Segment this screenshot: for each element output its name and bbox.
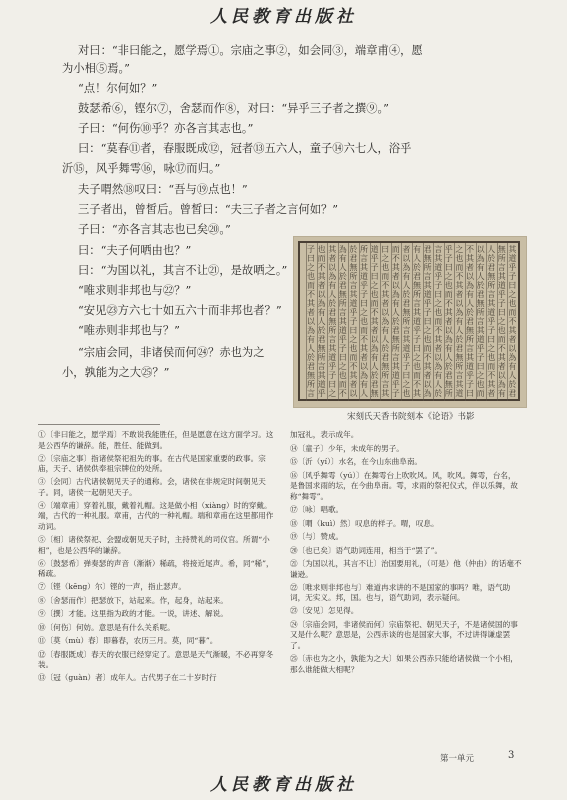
main-text-line: 子曰：“亦各言其志也已矣⑳。” [78,223,231,236]
publisher-logo-top: 人民教育出版社 [210,7,357,27]
footnote: ⑲〔与〕赞成。 [290,532,344,541]
main-text-line: 三子者出，曾皙后。曾皙曰：“夫三子者之言何如？” [78,203,339,216]
footnote: ⑧〔舍瑟而作〕把瑟放下，站起来。作，起身，站起来。 [38,595,228,605]
footnote: ②〔宗庙之事〕指诸侯祭祀祖先的事。在古代是国家重要的政事。宗庙，天子、诸侯供奉祖宗牌位的处所。 [38,453,266,473]
main-text-line: 子曰：“何伤⑩乎？亦各言其志也。” [78,122,254,135]
woodblock-glyph-column: 無所言其道乎子曰之也而不其者以為有 [497,245,506,398]
woodblock-glyph-column: 曰之也而不其者以為有人於君無所言其 [381,245,390,398]
main-text-line: 沂⑮，风乎舞雩⑯，咏⑰而归。” [62,162,221,175]
woodblock-glyph-column: 言其道乎子曰之也而不其者以為有人於 [434,245,443,398]
woodblock-glyph-column: 不其者以為有人於君無所言其道乎子曰 [466,245,474,398]
publisher-logo-bottom: 人民教育出版社 [210,775,357,795]
main-text-line: 夫子喟然⑱叹曰：“吾与⑲点也！” [78,183,248,196]
main-text-line: 曰：“莫春⑪者，春服既成⑫，冠者⑬五六人，童子⑭六七人，浴乎 [78,142,412,155]
main-text-line: “唯求则非邦也与㉒？” [78,284,192,297]
woodblock-glyph-column: 人於君無所言其道乎子曰之也而不其者 [487,245,496,398]
woodblock-glyph-column: 而不其者以為有人於君無所言其道乎子 [391,245,400,398]
footnote: ⑯〔风乎舞雩（yú）〕在舞雩台上吹吹风。风，吹风。舞雩，台名，是鲁国求雨的坛，在今曲阜南。雩，求雨的祭祀仪式，伴以乐舞，故称“舞雩”。 [290,470,518,501]
main-text-line: 曰：“夫子何哂由也？” [78,244,192,257]
footer-unit-label: 第一单元 [440,754,475,764]
footnote: ⑫〔春服既成〕春天的衣服已经穿定了。意思是天气渐暖，不必再穿冬装。 [38,649,274,669]
footnote: ③〔会同〕古代诸侯朝见天子的通称。会，诸侯在非规定时间朝见天子。同，诸侯一起朝见天子。 [38,477,266,497]
woodblock-glyph-column: 其者以為有人於君無所言其道乎子曰之 [328,245,337,398]
woodblock-glyph-column: 以為有人於君無所言其道乎子曰之也而 [476,245,485,398]
footnote: ⑨〔撰〕才能。这里指为政的才能。一说，讲述、解说。 [38,609,228,618]
woodblock-glyph-column: 君無所言其道乎子曰之也而不其者以為 [423,245,432,398]
footnote: ⑪〔莫（mù）春〕即暮春，农历三月。莫，同“暮”。 [38,636,218,645]
footnote: ㉑〔为国以礼，其言不让〕治国要用礼，（可是）他（仲由）的话毫不谦逊。 [290,559,522,579]
main-text-line: 小，孰能为之大㉕？” [62,366,170,379]
main-text-line: “安见㉓方六七十如五六十而非邦也者？” [78,304,282,317]
footnote: ㉔〔宗庙会同，非诸侯而何〕宗庙祭祀、朝见天子，不是诸侯国的事又是什么呢？意思是，公西赤谈的也是国家大事，不过讲得谦虚罢了。 [290,619,518,650]
footnote: ⑬〔冠（guàn）者〕成年人。古代男子在二十岁时行 [38,673,217,682]
footnote: 加冠礼，表示成年。 [290,430,359,439]
woodblock-glyph-column: 道乎子曰之也而不其者以為有人於君無 [370,245,379,398]
footnote: ⑤〔相〕诸侯祭祀、会盟或朝见天子时，主持赞礼的司仪官。所谓“小相”，也是公西华的谦辞。 [38,535,270,555]
footnote: ⑩〔何伤〕何妨。意思是有什么关系呢。 [38,622,175,632]
woodblock-glyph-column: 也而不其者以為有人於君無所言其道乎 [317,245,326,398]
main-text-line: “唯赤则非邦也与？” [78,324,180,337]
woodblock-image [293,236,527,408]
footnote: ⑦〔铿（kēng）尔〕铿的一声，指止瑟声。 [38,582,186,591]
main-text-line: 对曰：“非曰能之，愿学焉①。宗庙之事②，如会同③，端章甫④，愿 [78,44,423,57]
woodblock-glyph-column: 乎子曰之也而不其者以為有人於君無所 [444,245,453,398]
main-text-line: “宗庙会同，非诸侯而何㉔？赤也为之 [78,346,265,359]
woodblock-glyph-column: 有人於君無所言其道乎子曰之也而不其 [413,245,421,398]
footnote: ①〔非曰能之，愿学焉〕不敢说我能胜任，但是愿意在这方面学习。这是公西华的谦辞。能，胜任、能做到。 [38,430,274,450]
footnote: ⑱〔喟（kuì）然〕叹息的样子。喟，叹息。 [290,518,439,528]
footnote: ⑥〔鼓瑟希〕弹奏瑟的声音（渐渐）稀疏，将接近尾声。希，同“稀”，稀疏。 [38,558,274,578]
footnote: ㉓〔安见〕怎见得。 [290,606,359,615]
page-number: 3 [508,750,515,761]
woodblock-glyph-column: 者以為有人於君無所言其道乎子曰之也 [402,245,411,398]
image-caption: 宋刻氏天香书院刻本《论语》书影 [347,412,475,422]
woodblock-glyph-column: 之也而不其者以為有人於君無所言其道 [455,245,464,398]
main-text-line: 为小相⑤焉。” [62,62,130,75]
footnote: ⑳〔也已矣〕语气助词连用，相当于“罢了”。 [290,545,443,555]
footnote: ④〔端章甫〕穿着礼服，戴着礼帽。这是做小相（xiàng）时的穿戴。端，古代的一种礼服。章甫，古代的一种礼帽。端和章甫在这里都用作动词。 [38,500,274,531]
main-text-line: “点！尔何如？” [78,82,158,95]
notes-divider [38,424,160,425]
main-text-line: 曰：“为国以礼，其言不让㉑，是故哂之。” [78,264,288,277]
woodblock-glyph-column: 其道乎子曰之也而不其者以為有人於君 [508,245,517,398]
footnote: ⑭〔童子〕少年，未成年的男子。 [290,443,404,453]
footnote: ⑰〔咏〕唱歌。 [290,505,344,514]
footnote: ㉕〔赤也为之小，孰能为之大〕如果公西赤只能给诸侯做一个小相，那么谁能做大相呢？ [290,654,518,674]
woodblock-glyph-column: 為有人於君無所言其道乎子曰之也而不 [338,245,347,398]
woodblock-glyph-column: 於君無所言其道乎子曰之也而不其者以 [349,245,358,398]
footnote: ⑮〔沂（yí）〕水名，在今山东曲阜南。 [290,457,423,466]
main-text-line: 鼓瑟希⑥，铿尔⑦，舍瑟而作⑧，对曰：“异乎三子者之撰⑨。” [78,102,389,115]
woodblock-glyph-column: 所言其道乎子曰之也而不其者以為有人 [360,245,368,398]
footnote: ㉒〔唯求则非邦也与〕难道冉求讲的不是国家的事吗？唯，语气助词，无实义。邦，国。也与，语气助词，表示疑问。 [290,582,511,602]
woodblock-glyph-column: 子曰之也而不其者以為有人於君無所言 [307,245,315,398]
